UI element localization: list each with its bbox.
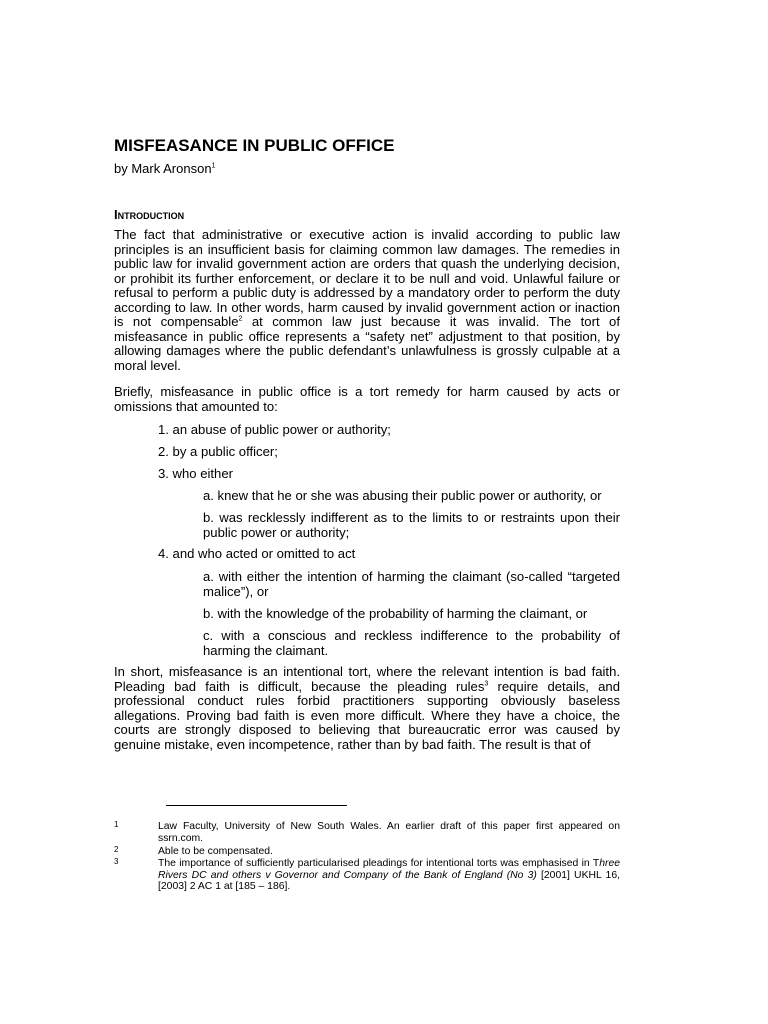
paragraph-briefly: Briefly, misfeasance in public office is a tort remedy for harm caused by acts or omissions that amounted to: [114, 384, 620, 414]
paragraph-in-short [114, 665, 620, 752]
list-item-3: 3. who either [158, 466, 233, 481]
paragraph-in-short-text-b: require details, and professional conduct rules forbid practitioners supporting obviously baseless allegations. Proving bad faith is even more difficult. Where they have a choice, the courts are strongly disposed to believing that bureaucratic error was caused by genuine mistake, even incompetence, rather than by bad faith. The result is that of [114, 678, 620, 752]
list-item-4c: c. with a conscious and reckless indifference to the probability of harming the claimant. [203, 628, 620, 658]
list-item-2: 2. by a public officer; [158, 444, 278, 459]
footnote-ref-2[interactable]: 2 [238, 315, 243, 323]
paragraph-intro-text-a: The fact that administrative or executive action is invalid according to public law principles is an insufficient basis for claiming common law damages. The remedies in public law for invalid government action are orders that quash the underlying decision, or prohibit its further enforcement, or declare it to be null and void. Unlawful failure or refusal to perform a public duty is addressed by a mandatory order to perform the duty according to law. In other words, harm caused by invalid government action or inaction is not compensable [114, 227, 620, 329]
list-item-3a: a. knew that he or she was abusing their public power or authority, or [203, 488, 602, 503]
paragraph-intro [114, 228, 620, 373]
footnote-separator [166, 805, 347, 806]
case-citation: hree Rivers DC and others v Governor and Company of the Bank of England (No 3) [158, 858, 620, 881]
footnote-3-text [158, 858, 620, 893]
section-heading: Introduction [114, 207, 185, 222]
footnote-ref-1[interactable]: 1 [211, 162, 216, 170]
footnote-number-1: 1 [114, 820, 119, 829]
list-item-3b: b. was recklessly indifferent as to the limits to or restraints upon their public power or authority; [203, 510, 620, 540]
footnote-ref-3[interactable]: 3 [484, 680, 489, 688]
list-item-1: 1. an abuse of public power or authority; [158, 422, 391, 437]
footnote-number-2: 2 [114, 845, 119, 854]
list-item-4b: b. with the knowledge of the probability of harming the claimant, or [203, 606, 588, 621]
list-item-4: 4. and who acted or omitted to act [158, 546, 356, 561]
footnote-number-3: 3 [114, 857, 119, 866]
author-line [114, 161, 215, 176]
footnote-1-text: Law Faculty, University of New South Wales. An earlier draft of this paper first appeared on ssrn.com. [158, 821, 620, 844]
paragraph-in-short-text-a: In short, misfeasance is an intentional tort, where the relevant intention is bad faith. Pleading bad faith is difficult, because the pleading rules [114, 664, 620, 694]
document-title: MISFEASANCE IN PUBLIC OFFICE [114, 136, 395, 155]
footnote-2-text: Able to be compensated. [158, 846, 273, 857]
footnote-3-text-a: The importance of sufficiently particularised pleadings for intentional torts was emphasised in T [158, 858, 600, 869]
paragraph-intro-text-b: at common law just because it was invalid. The tort of misfeasance in public office represents a “safety net” adjustment to that position, by allowing damages where the public defendant’s unlawfulness is grossly culpable at a moral level. [114, 314, 620, 373]
list-item-4a: a. with either the intention of harming the claimant (so-called “targeted malice”), or [203, 569, 620, 599]
footnote-3-text-b: [2001] UKHL 16, [2003] 2 AC 1 at [185 – 186]. [158, 869, 620, 893]
author-name: by Mark Aronson [114, 161, 212, 176]
